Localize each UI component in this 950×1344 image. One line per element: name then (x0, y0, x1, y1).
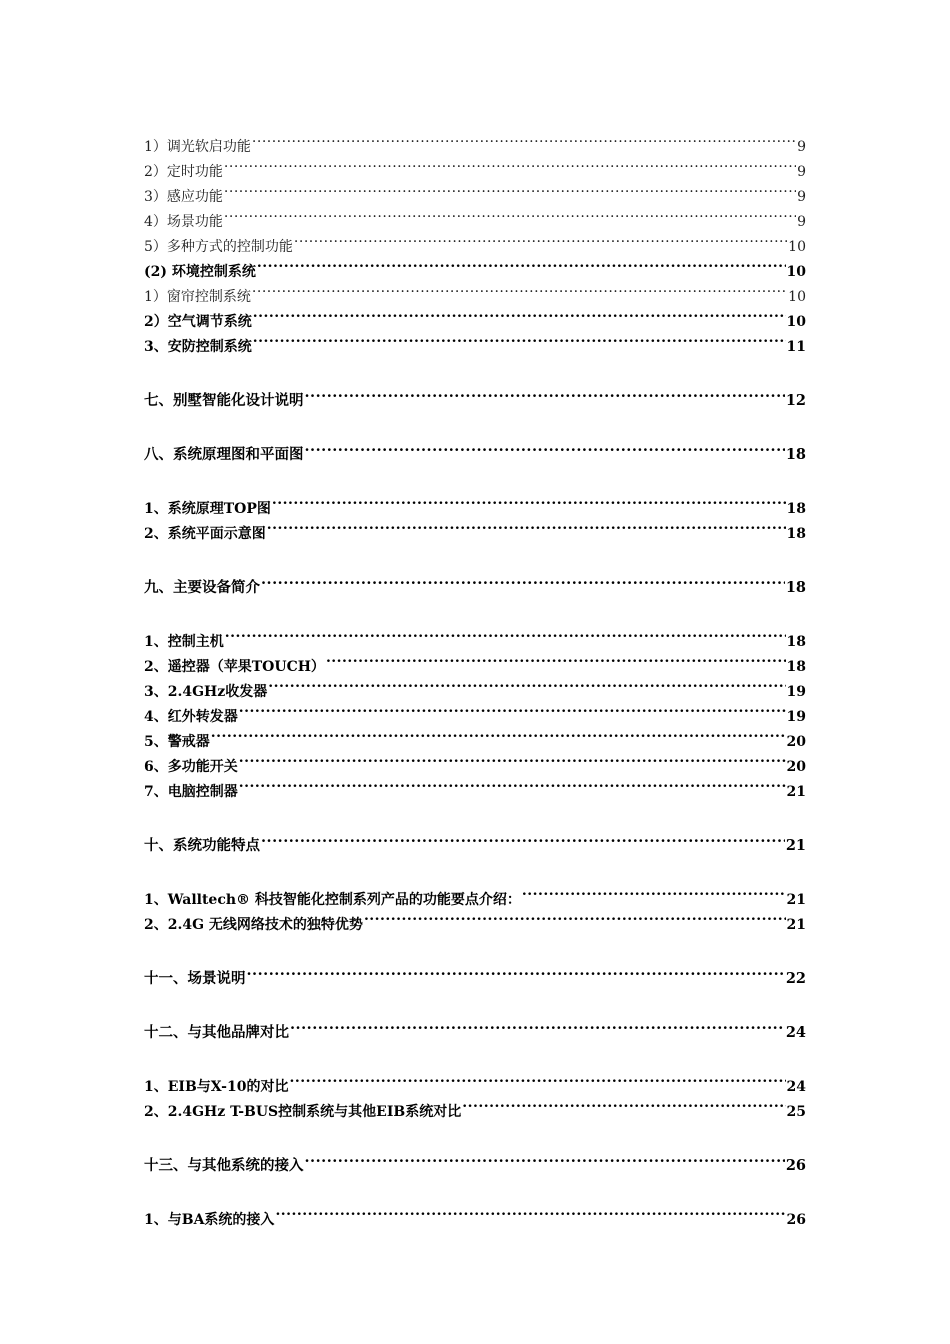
toc-entry[interactable] (144, 434, 806, 463)
toc-entry[interactable] (144, 721, 806, 750)
toc-entry-title: 十、系统功能特点 (144, 837, 260, 854)
toc-page-number: 11 (786, 339, 806, 355)
toc-entry-title: 2）定时功能 (144, 164, 223, 180)
toc-entry-title: 3）感应功能 (144, 189, 223, 205)
toc-page-number: 10 (786, 314, 806, 330)
toc-dot-leader (290, 1012, 785, 1037)
toc-dot-leader (239, 771, 786, 796)
toc-dot-leader (522, 879, 786, 904)
toc-page-number: 10 (788, 239, 806, 255)
toc-dot-leader (364, 904, 786, 929)
toc-entry-title: 九、主要设备简介 (144, 579, 260, 596)
toc-entry-title: 1、与BA系统的接入 (144, 1212, 275, 1228)
toc-dot-leader (305, 434, 785, 459)
toc-entry[interactable] (144, 646, 806, 675)
toc-entry[interactable] (144, 380, 806, 409)
toc-entry[interactable] (144, 567, 806, 596)
toc-dot-leader (305, 380, 785, 405)
toc-page-number: 18 (785, 446, 806, 463)
toc-page-number: 10 (786, 264, 806, 280)
toc-entry-title: 2）空气调节系统 (144, 314, 252, 330)
toc-entry[interactable] (144, 226, 806, 255)
toc-page-number: 18 (786, 634, 806, 650)
toc-entry-title: 3、安防控制系统 (144, 339, 252, 355)
toc-dot-leader (462, 1091, 785, 1116)
toc-entry-title: (2) 环境控制系统 (144, 264, 256, 280)
toc-page-number: 19 (786, 684, 806, 700)
toc-dot-leader (261, 567, 785, 592)
toc-dot-leader (294, 226, 787, 251)
toc-dot-leader (224, 201, 796, 226)
toc-entry-title: 八、系统原理图和平面图 (144, 446, 304, 463)
toc-entry[interactable] (144, 126, 806, 155)
toc-dot-leader (289, 1066, 785, 1091)
toc-page-number: 26 (786, 1212, 806, 1228)
toc-entry-title: 七、别墅智能化设计说明 (144, 392, 304, 409)
toc-dot-leader (261, 825, 785, 850)
toc-entry-title: 6、多功能开关 (144, 759, 238, 775)
toc-entry-title: 5）多种方式的控制功能 (144, 239, 293, 255)
toc-dot-leader (247, 958, 785, 983)
toc-dot-leader (326, 646, 786, 671)
toc-entry[interactable] (144, 1066, 806, 1095)
toc-page-number: 21 (786, 892, 806, 908)
toc-page-number: 20 (786, 759, 806, 775)
toc-dot-leader (252, 126, 796, 151)
toc-page-number: 18 (786, 659, 806, 675)
toc-page-number: 21 (786, 784, 806, 800)
toc-entry[interactable] (144, 1145, 806, 1174)
toc-entry[interactable] (144, 746, 806, 775)
toc-entry-title: 1）调光软启功能 (144, 139, 251, 155)
toc-entry-title: 2、系统平面示意图 (144, 526, 266, 542)
toc-dot-leader (239, 746, 786, 771)
toc-dot-leader (272, 488, 786, 513)
toc-dot-leader (252, 276, 787, 301)
toc-page-number: 9 (797, 139, 806, 155)
toc-page-number: 24 (785, 1024, 806, 1041)
toc-page-number: 20 (786, 734, 806, 750)
toc-dot-leader (211, 721, 786, 746)
toc-dot-leader (224, 151, 796, 176)
toc-entry-title: 7、电脑控制器 (144, 784, 238, 800)
toc-page-number: 21 (786, 917, 806, 933)
toc-entry-title: 1、系统原理TOP图 (144, 501, 271, 517)
toc-entry[interactable] (144, 201, 806, 230)
toc-entry-title: 十二、与其他品牌对比 (144, 1024, 289, 1041)
toc-dot-leader (275, 1199, 785, 1224)
toc-entry-title: 2、遥控器（苹果TOUCH） (144, 659, 325, 675)
toc-entry[interactable] (144, 1012, 806, 1041)
toc-entry-title: 2、2.4G 无线网络技术的独特优势 (144, 917, 363, 933)
toc-entry-title: 1、Walltech® 科技智能化控制系列产品的功能要点介绍： (144, 892, 521, 908)
toc-page-number: 18 (786, 526, 806, 542)
toc-entry-title: 1、控制主机 (144, 634, 224, 650)
toc-page-number: 9 (797, 189, 806, 205)
toc-entry-title: 1、EIB与X-10的对比 (144, 1079, 289, 1095)
toc-entry[interactable] (144, 1199, 806, 1228)
toc-page-number: 18 (785, 579, 806, 596)
toc-page-number: 12 (785, 392, 806, 409)
toc-dot-leader (305, 1145, 785, 1170)
toc-page-number: 24 (786, 1079, 806, 1095)
toc-entry[interactable] (144, 771, 806, 800)
toc-dot-leader (253, 326, 786, 351)
toc-page-number: 22 (785, 970, 806, 987)
toc-page-number: 19 (786, 709, 806, 725)
toc-dot-leader (224, 176, 796, 201)
toc-page-number: 18 (786, 501, 806, 517)
toc-entry[interactable] (144, 621, 806, 650)
toc-dot-leader (253, 301, 786, 326)
toc-dot-leader (257, 251, 786, 276)
toc-dot-leader (267, 513, 786, 538)
toc-entry[interactable] (144, 958, 806, 987)
toc-entry-title: 十三、与其他系统的接入 (144, 1157, 304, 1174)
toc-entry[interactable] (144, 151, 806, 180)
toc-page-number: 25 (786, 1104, 806, 1120)
toc-entry[interactable] (144, 879, 806, 908)
table-of-contents (144, 126, 806, 1228)
toc-dot-leader (225, 621, 786, 646)
toc-entry[interactable] (144, 176, 806, 205)
toc-page-number: 26 (785, 1157, 806, 1174)
toc-entry[interactable] (144, 488, 806, 517)
toc-entry[interactable] (144, 825, 806, 854)
toc-page-number: 9 (797, 164, 806, 180)
toc-entry-title: 5、警戒器 (144, 734, 210, 750)
toc-page-number: 9 (797, 214, 806, 230)
toc-entry-title: 4、红外转发器 (144, 709, 238, 725)
toc-entry-title: 4）场景功能 (144, 214, 223, 230)
toc-dot-leader (268, 671, 785, 696)
toc-dot-leader (239, 696, 786, 721)
toc-page-number: 10 (788, 289, 806, 305)
toc-page-number: 21 (785, 837, 806, 854)
toc-entry-title: 1）窗帘控制系统 (144, 289, 251, 305)
toc-entry-title: 十一、场景说明 (144, 970, 246, 987)
toc-entry[interactable] (144, 696, 806, 725)
toc-entry-title: 3、2.4GHz收发器 (144, 684, 268, 700)
toc-entry-title: 2、2.4GHz T-BUS控制系统与其他EIB系统对比 (144, 1104, 462, 1120)
